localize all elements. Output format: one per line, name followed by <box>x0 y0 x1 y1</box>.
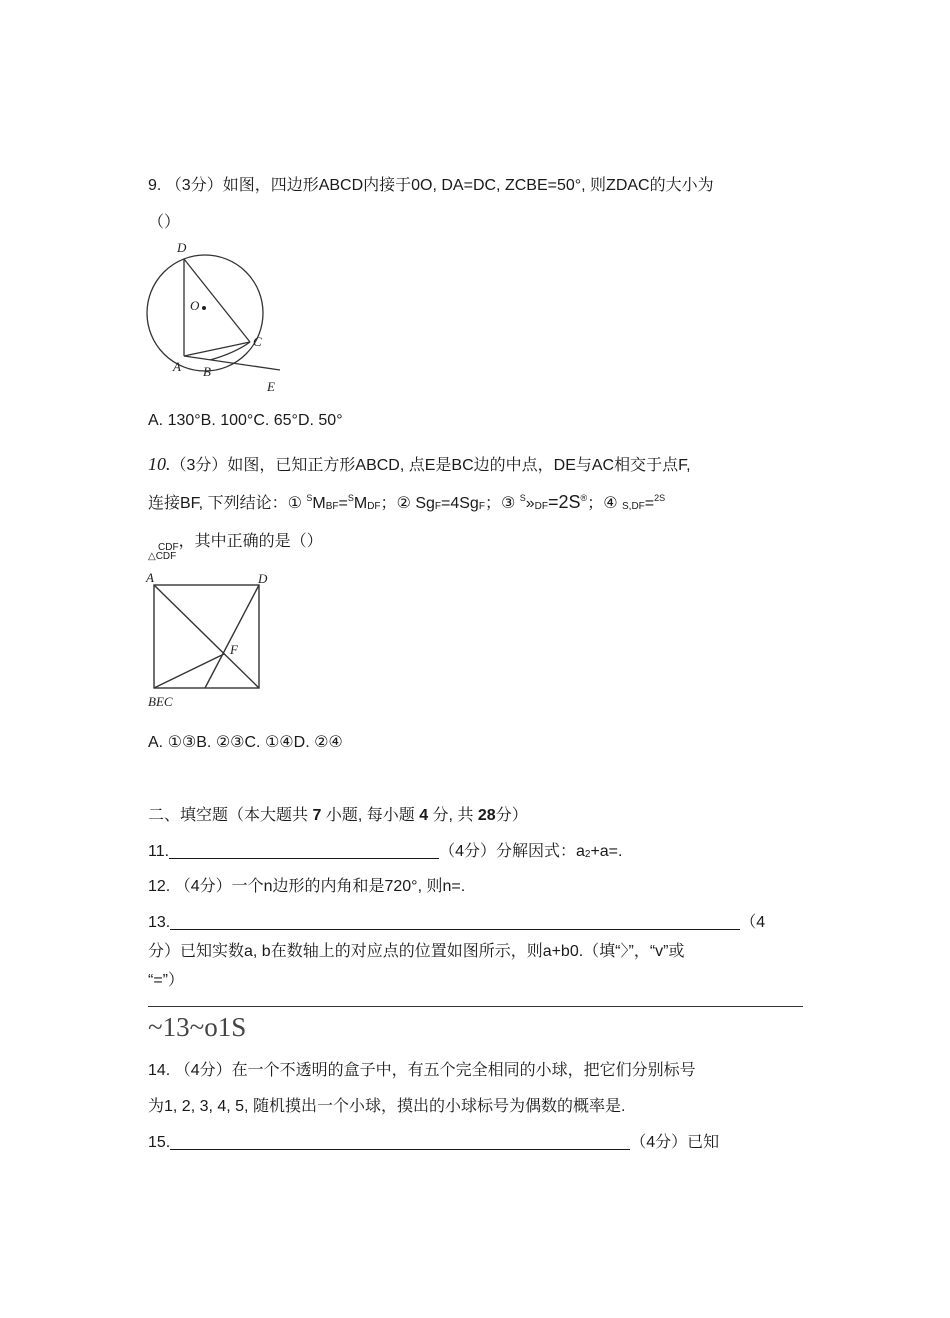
q9-circle-figure <box>140 238 300 398</box>
q10-l2-sub1: BF <box>325 501 339 512</box>
q10-l2-c: =4Sg <box>441 495 479 512</box>
number-line-labels: ~13~o1S <box>148 1012 247 1042</box>
label-a: A <box>173 359 181 374</box>
q13-blank[interactable] <box>170 915 740 930</box>
q13-line1 <box>148 909 765 932</box>
section2-n2: 4 <box>419 807 429 824</box>
q10-l2-sub4: F <box>478 501 485 512</box>
q9-line1: 9. （3分）如图，四边形ABCD内接于0O, DA=DC, ZCBE=50°, 则ZDAC的大小为 <box>148 177 714 194</box>
center-dot <box>202 306 206 310</box>
q11-sub: 2 <box>584 849 591 860</box>
q10-l2-m1: M <box>312 495 326 512</box>
q10-line1-text: （3分）如图，已知正方形ABCD, 点E是BC边的中点，DE与AC相交于点F, <box>170 457 691 474</box>
q13-line3: “=”） <box>148 972 185 989</box>
q10-l2-sup: 2S <box>654 493 666 503</box>
section2-n3: 28 <box>477 807 496 824</box>
q10-l2-h: = <box>644 495 655 512</box>
q10-l3-text: ，其中正确的是（） <box>178 533 323 550</box>
q10-l2-reg: ® <box>580 493 588 503</box>
section2-n1: 7 <box>312 807 322 824</box>
section2-mid1: 小题, 每小题 <box>325 807 415 824</box>
q10-l3-small: CDF <box>158 542 179 553</box>
q10-l2-g: ；④ <box>587 495 618 512</box>
q10-l2-b: ；② Sg <box>380 495 435 512</box>
label-bec: BEC <box>148 694 173 709</box>
label-b: B <box>203 364 211 379</box>
q10-l2-sub3: F <box>434 501 442 512</box>
section2-mid2: 分, 共 <box>432 807 474 824</box>
label-e: E <box>267 379 275 394</box>
q10-line3 <box>148 528 323 553</box>
q10-l2-s1: S <box>306 493 313 503</box>
q11-number: 11. <box>148 843 170 860</box>
line-abe <box>184 356 280 370</box>
segment-ac <box>184 342 250 356</box>
segment-de <box>205 585 259 688</box>
q12: 12. （4分）一个n边形的内角和是720°, 则n=. <box>148 878 466 895</box>
label-d: D <box>177 240 187 255</box>
q10-l2-a: 连接BF, 下列结论：① <box>148 495 302 512</box>
q11-text: （4分）分解因式：a <box>439 843 585 860</box>
q14-line2: 为1, 2, 3, 4, 5, 随机摸出一个小球，摸出的小球标号为偶数的概率是. <box>148 1098 626 1115</box>
q10-l2-sub2: DF <box>367 501 381 512</box>
q9-line2: （） <box>148 214 181 231</box>
q10-l2-s3: S <box>519 493 526 503</box>
diagonal-ac <box>154 585 259 688</box>
section2-heading <box>148 802 528 825</box>
q10-line4: △CDF <box>148 551 177 562</box>
q10-l2-d: ；③ <box>484 495 516 512</box>
q10-l2-m2: M <box>353 495 368 512</box>
label-o: O <box>190 298 200 313</box>
section2-pre: 二、填空题（本大题共 <box>148 807 309 824</box>
q13-tail: （4 <box>740 914 766 931</box>
q15-blank[interactable] <box>170 1135 630 1150</box>
q13-number: 13. <box>148 914 171 931</box>
q10-l2-e: » <box>525 495 535 512</box>
label-d: D <box>258 571 268 586</box>
number-line-rule <box>148 1006 803 1007</box>
label-c: C <box>253 334 262 349</box>
circle-o <box>147 255 263 371</box>
q10-l2-f: =2S <box>548 492 581 512</box>
q10-l2-eq: = <box>338 495 348 512</box>
q14-line1: 14. （4分）在一个不透明的盒子中，有五个完全相同的小球，把它们分别标号 <box>148 1062 696 1079</box>
q10-line1 <box>148 452 691 475</box>
q13-line2: 分）已知实数a, b在数轴上的对应点的位置如图所示，则a+b0.（填“〉”，“v”或 <box>148 943 685 960</box>
q10-l2-sub5: DF <box>534 501 549 512</box>
q10-line2 <box>148 490 665 513</box>
segment-bc <box>210 342 250 360</box>
q15 <box>148 1129 719 1152</box>
label-a: A <box>146 570 154 585</box>
q11 <box>148 838 622 861</box>
q9-options: A. 130°B. 100°C. 65°D. 50° <box>148 412 343 429</box>
q10-square-figure <box>142 568 282 713</box>
q10-options: A. ①③B. ②③C. ①④D. ②④ <box>148 734 343 751</box>
q10-l2-sub6: S,DF <box>622 501 645 512</box>
q15-tail: （4分）已知 <box>630 1134 720 1151</box>
q10-number: 10. <box>148 454 171 474</box>
q11-post: +a=. <box>590 843 623 860</box>
q15-number: 15. <box>148 1134 171 1151</box>
q11-blank[interactable] <box>169 844 439 859</box>
label-f: F <box>230 642 238 657</box>
section2-post: 分） <box>495 807 528 824</box>
q10-l2-s2: S <box>347 493 354 503</box>
